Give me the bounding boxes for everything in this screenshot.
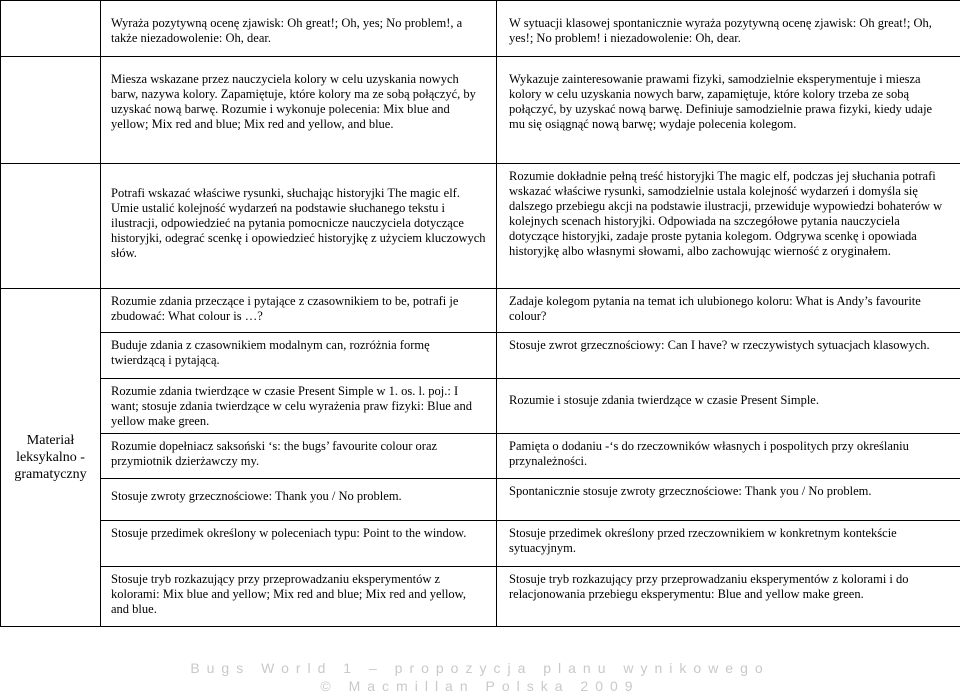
right-cell xyxy=(497,479,960,521)
cell-text: Zadaje kolegom pytania na temat ich ulubionego koloru: What is Andy’s favourite colour? xyxy=(509,294,950,324)
mid-cell xyxy=(101,1,497,57)
cell-text: Rozumie zdania twierdzące w czasie Present Simple w 1. os. l. poj.: I want; stosuje zdania twierdzące w celu wyrażenia praw fizyki: Blue and yellow make green. xyxy=(111,384,486,429)
mid-cell xyxy=(101,479,497,521)
cell-text: Miesza wskazane przez nauczyciela kolory w celu uzyskania nowych barw, nazywa kolory. Zapamiętuje, które kolory ma ze sobą połączyć, by uzyskać nową barwę. Rozumie i wykonuje polecenia: Mix blue and yellow; Mix red and blue; Mix red and yellow, and blue. xyxy=(111,72,486,132)
table-row xyxy=(1,521,960,567)
cell-text: Stosuje tryb rozkazujący przy przeprowadzaniu eksperymentów z kolorami: Mix blue and yellow; Mix red and blue; Mix red and yellow, and blue. xyxy=(111,572,486,617)
table-row xyxy=(1,164,960,289)
empty-label-cell-top xyxy=(1,1,101,57)
right-cell xyxy=(497,521,960,567)
cell-text: Stosuje zwrot grzecznościowy: Can I have? w rzeczywistych sytuacjach klasowych. xyxy=(509,338,950,353)
side-label: Materiał leksykalno - gramatyczny xyxy=(14,433,86,482)
table-row xyxy=(1,333,960,379)
empty-label-cell-top xyxy=(1,57,101,164)
mid-cell xyxy=(101,379,497,434)
mid-cell xyxy=(101,333,497,379)
empty-label-cell-top xyxy=(1,164,101,289)
cell-text: Rozumie dokładnie pełną treść historyjki The magic elf, podczas jej słuchania potrafi wskazać właściwe rysunki, samodzielnie ustala kolejność wydarzeń i domyśla się dalszego przebiegu akcji na podstawie ilustracji, przewiduje wypowiedzi bohaterów w kolejnych scenach historyjki. Odpowiada na szczegółowe pytania nauczyciela dotyczące historyjki, zadaje proste pytania kolegom. Odgrywa scenkę i opowiada historyjkę albo własnymi słowami, albo zachowując wierność z oryginałem. xyxy=(509,169,950,259)
right-cell xyxy=(497,333,960,379)
cell-text: W sytuacji klasowej spontanicznie wyraża pozytywną ocenę zjawisk: Oh great!; Oh, yes!; No problem! i niezadowolenie: Oh, dear. xyxy=(509,16,950,46)
cell-text: Rozumie i stosuje zdania twierdzące w czasie Present Simple. xyxy=(509,393,950,408)
footer-title: Bugs World 1 – propozycja planu wynikowego xyxy=(0,660,960,676)
cell-text: Stosuje tryb rozkazujący przy przeprowadzaniu eksperymentów z kolorami i do relacjonowania przebiegu eksperymentu: Blue and yellow make green. xyxy=(509,572,950,602)
table-row xyxy=(1,379,960,434)
footer-copyright: © Macmillan Polska 2009 xyxy=(0,678,960,694)
right-cell xyxy=(497,434,960,479)
mid-cell xyxy=(101,521,497,567)
cell-text: Pamięta o dodaniu -‘s do rzeczowników własnych i pospolitych przy określaniu przynależności. xyxy=(509,439,950,469)
right-cell xyxy=(497,567,960,627)
mid-cell xyxy=(101,289,497,333)
right-cell xyxy=(497,57,960,164)
table-row xyxy=(1,567,960,627)
cell-text: Spontanicznie stosuje zwroty grzecznościowe: Thank you / No problem. xyxy=(509,484,950,499)
table-row xyxy=(1,434,960,479)
cell-text: Buduje zdania z czasownikiem modalnym can, rozróżnia formę twierdzącą i pytającą. xyxy=(111,338,486,368)
cell-text: Wykazuje zainteresowanie prawami fizyki, samodzielnie eksperymentuje i miesza kolory w celu uzyskania nowych barw, zapamiętuje, które kolory trzeba ze sobą połączyć, by uzyskać nową barwę. Definiuje samodzielnie prawa fizyki, kiedy udaje mu się osiągnąć nową barwę; wydaje polecenia kolegom. xyxy=(509,72,950,132)
table-row xyxy=(1,57,960,164)
table-row xyxy=(1,289,960,333)
mid-cell xyxy=(101,164,497,289)
category-label-cell xyxy=(1,289,101,627)
cell-text: Stosuje zwroty grzecznościowe: Thank you / No problem. xyxy=(111,489,486,504)
cell-text: Wyraża pozytywną ocenę zjawisk: Oh great!; Oh, yes; No problem!, a także niezadowolenie: Oh, dear. xyxy=(111,16,486,46)
mid-cell xyxy=(101,567,497,627)
table-row xyxy=(1,479,960,521)
cell-text: Rozumie dopełniacz saksoński ‘s: the bugs’ favourite colour oraz przymiotnik dzierżawczy my. xyxy=(111,439,486,469)
cell-text: Rozumie zdania przeczące i pytające z czasownikiem to be, potrafi je zbudować: What colour is …? xyxy=(111,294,486,324)
right-cell xyxy=(497,1,960,57)
cell-text: Potrafi wskazać właściwe rysunki, słuchając historyjki The magic elf. Umie ustalić kolejność wydarzeń na podstawie słuchanego tekstu i ilustracji, odpowiedzieć na pytania pomocnicze nauczyciela dotyczące historyjki, odegrać scenkę i opowiedzieć historyjkę z użyciem kluczowych słów. xyxy=(111,186,486,261)
right-cell xyxy=(497,164,960,289)
mid-cell xyxy=(101,434,497,479)
right-cell xyxy=(497,379,960,434)
mid-cell xyxy=(101,57,497,164)
cell-text: Stosuje przedimek określony przed rzeczownikiem w konkretnym kontekście sytuacyjnym. xyxy=(509,526,950,556)
cell-text: Stosuje przedimek określony w poleceniach typu: Point to the window. xyxy=(111,526,486,541)
table-row xyxy=(1,1,960,57)
right-cell xyxy=(497,289,960,333)
